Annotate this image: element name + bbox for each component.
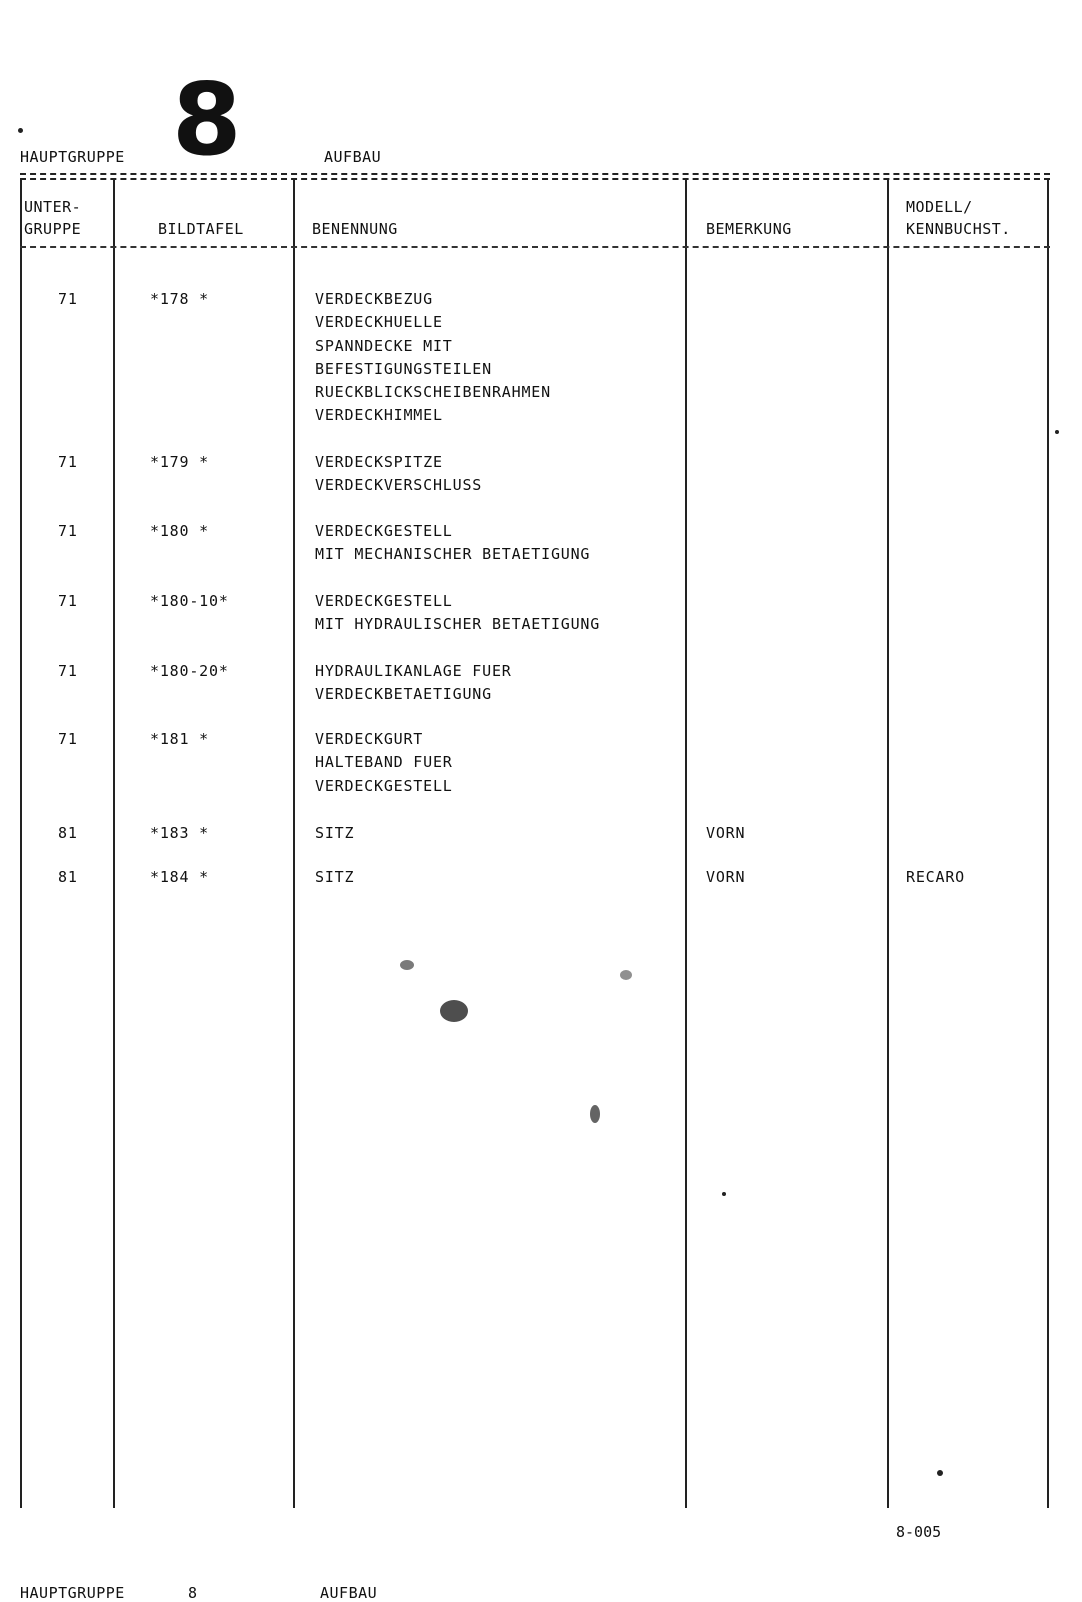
header-bildtafel: BILDTAFEL bbox=[158, 220, 244, 238]
row-4-benennung: VERDECKGESTELL MIT HYDRAULISCHER BETAETIGUNG bbox=[315, 592, 601, 634]
header-untergruppe: UNTER- GRUPPE bbox=[24, 198, 82, 238]
row-5-bildtafel: *180-20* bbox=[150, 662, 229, 680]
column-divider bbox=[887, 178, 889, 1508]
row-7-bemerkung: VORN bbox=[706, 824, 746, 842]
row-3-bildtafel: *180 * bbox=[150, 522, 209, 540]
double-rule-bottom bbox=[20, 178, 1050, 180]
footer-group-title: AUFBAU bbox=[320, 1584, 378, 1602]
row-2-bildtafel: *179 * bbox=[150, 453, 209, 471]
column-divider bbox=[1047, 178, 1049, 1508]
header-separator bbox=[20, 246, 1050, 248]
row-8-untergruppe: 81 bbox=[58, 868, 78, 886]
row-2-benennung: VERDECKSPITZE VERDECKVERSCHLUSS bbox=[315, 453, 483, 495]
row-7-benennung: SITZ bbox=[315, 824, 355, 842]
page-number: 8-005 bbox=[896, 1523, 942, 1541]
group-title: AUFBAU bbox=[324, 148, 382, 166]
group-label: HAUPTGRUPPE bbox=[20, 148, 125, 166]
row-7-untergruppe: 81 bbox=[58, 824, 78, 842]
row-8-modell: RECARO bbox=[906, 868, 965, 886]
row-4-bildtafel: *180-10* bbox=[150, 592, 229, 610]
column-divider bbox=[113, 178, 115, 1508]
row-1-benennung: VERDECKBEZUG VERDECKHUELLE SPANNDECKE MIT BEFESTIGUNGSTEILEN RUECKBLICKSCHEIBENRAHMEN VERDECKHIMMEL bbox=[315, 290, 551, 425]
row-7-bildtafel: *183 * bbox=[150, 824, 209, 842]
header-benennung: BENENNUNG bbox=[312, 220, 398, 238]
row-6-bildtafel: *181 * bbox=[150, 730, 209, 748]
row-3-untergruppe: 71 bbox=[58, 522, 78, 540]
column-divider bbox=[293, 178, 295, 1508]
header-bemerkung: BEMERKUNG bbox=[706, 220, 792, 238]
row-5-benennung: HYDRAULIKANLAGE FUER VERDECKBETAETIGUNG bbox=[315, 662, 512, 704]
row-8-bemerkung: VORN bbox=[706, 868, 746, 886]
row-1-untergruppe: 71 bbox=[58, 290, 78, 308]
row-8-benennung: SITZ bbox=[315, 868, 355, 886]
column-divider bbox=[685, 178, 687, 1508]
footer-group-number: 8 bbox=[188, 1584, 198, 1602]
row-2-untergruppe: 71 bbox=[58, 453, 78, 471]
column-divider bbox=[20, 178, 22, 1508]
footer-group-label: HAUPTGRUPPE bbox=[20, 1584, 125, 1602]
group-number: 8 bbox=[172, 61, 242, 178]
row-4-untergruppe: 71 bbox=[58, 592, 78, 610]
row-6-benennung: VERDECKGURT HALTEBAND FUER VERDECKGESTELL bbox=[315, 730, 453, 795]
row-5-untergruppe: 71 bbox=[58, 662, 78, 680]
row-3-benennung: VERDECKGESTELL MIT MECHANISCHER BETAETIGUNG bbox=[315, 522, 591, 564]
double-rule-top bbox=[20, 173, 1050, 175]
row-1-bildtafel: *178 * bbox=[150, 290, 209, 308]
row-8-bildtafel: *184 * bbox=[150, 868, 209, 886]
header-modell: MODELL/ KENNBUCHST. bbox=[906, 198, 1011, 238]
row-6-untergruppe: 71 bbox=[58, 730, 78, 748]
